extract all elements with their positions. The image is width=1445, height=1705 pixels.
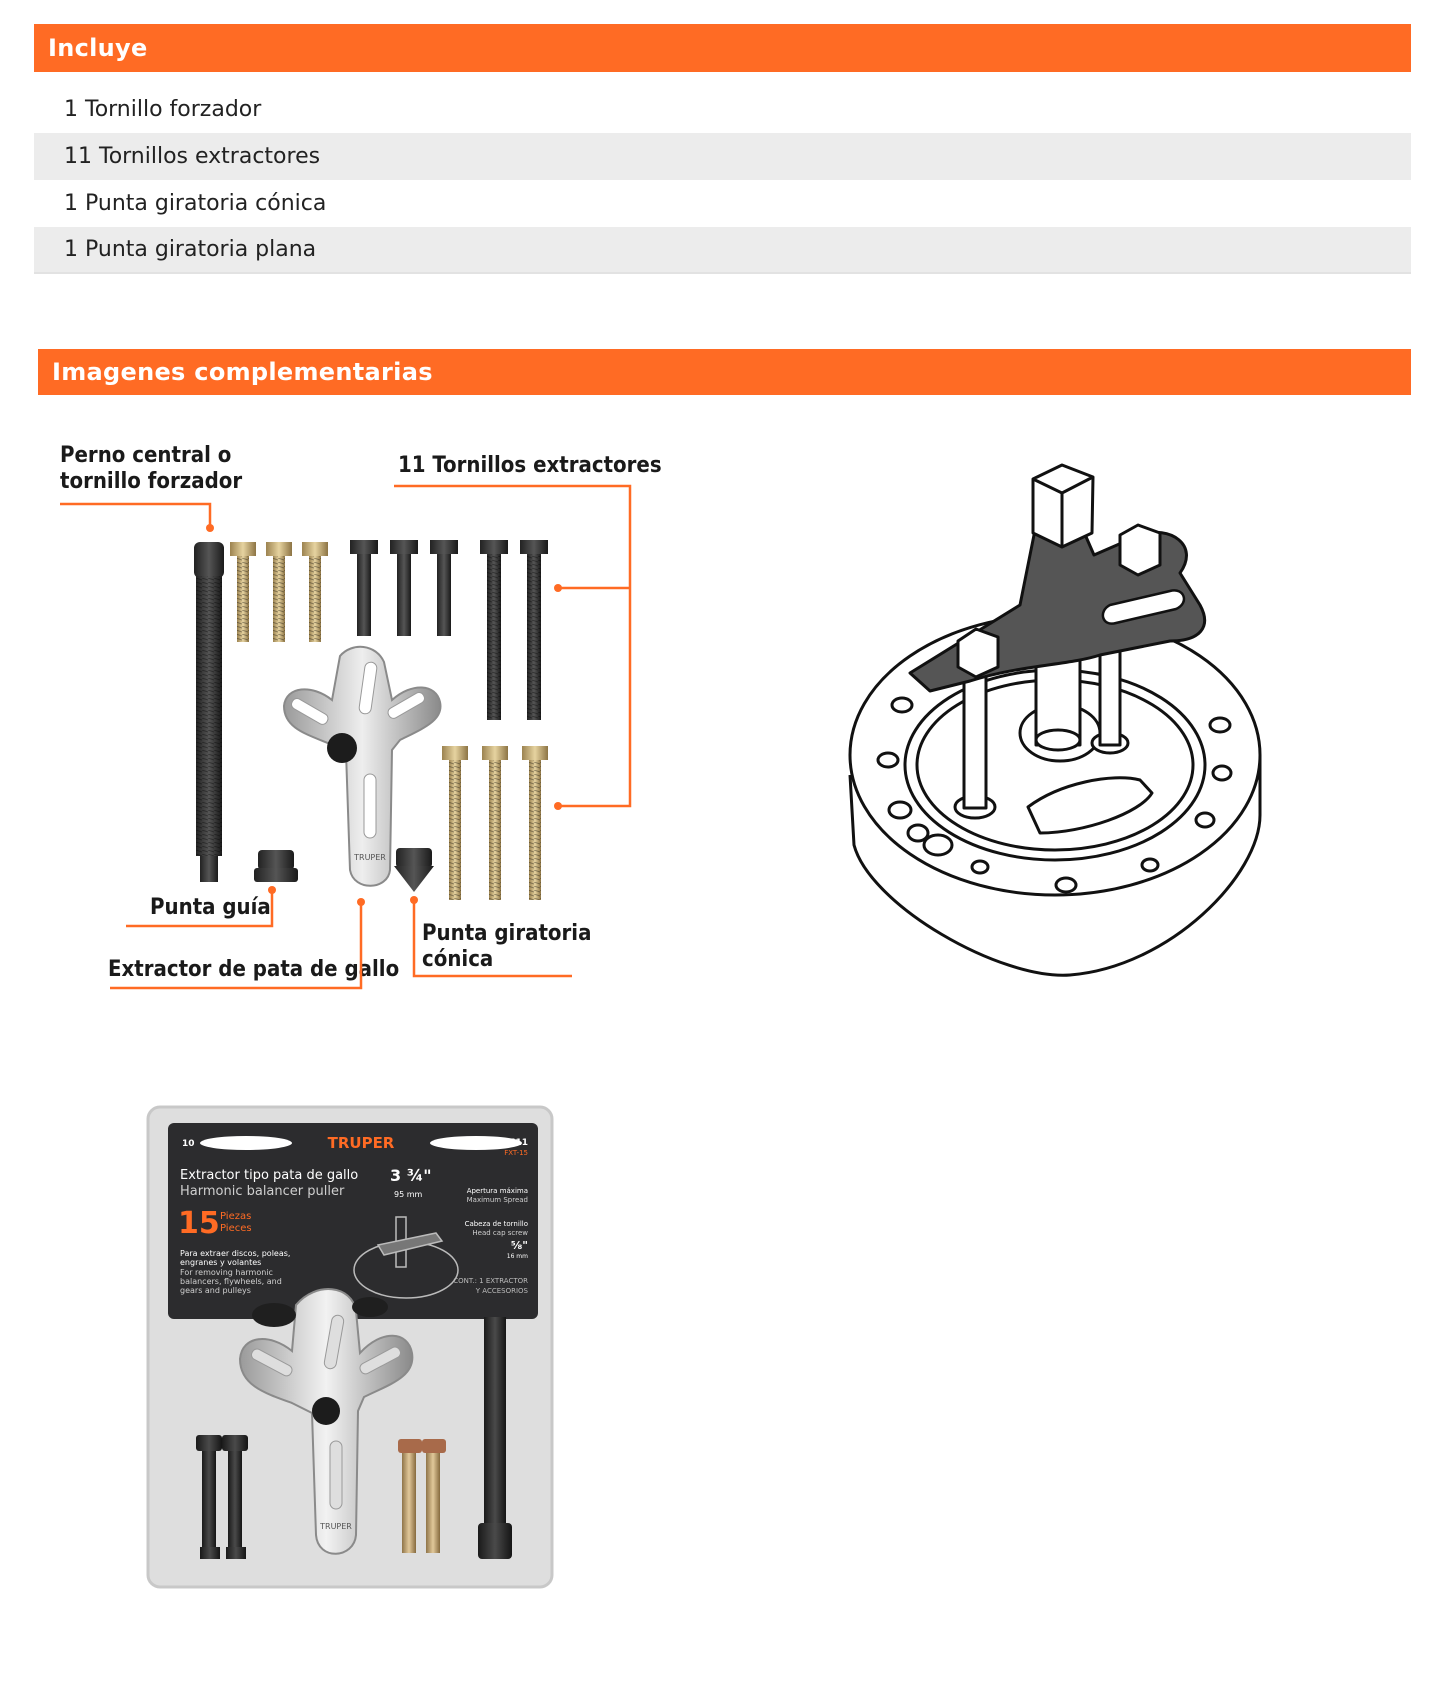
leader-dot — [357, 898, 365, 906]
package-head-es: Cabeza de tornillo — [464, 1220, 528, 1228]
list-item-text: 1 Punta giratoria plana — [64, 237, 317, 262]
label-conical-1: Punta giratoria — [422, 921, 592, 946]
leader-dot — [268, 886, 276, 894]
package-head-size: ⅝" — [510, 1239, 528, 1252]
package-desc-en-3: gears and pulleys — [180, 1286, 251, 1295]
package-pieces-es: Piezas — [220, 1211, 252, 1222]
complementary-header — [38, 349, 1411, 395]
package-contents-1: CONT.: 1 EXTRACTOR — [453, 1277, 528, 1285]
package-corner-number: 10 — [182, 1139, 195, 1149]
guide-tip — [254, 850, 298, 882]
list-item — [34, 86, 1411, 133]
package-pieces-count: 15 — [178, 1206, 220, 1241]
leader-screws — [394, 486, 630, 806]
package-size: 3 ¾" — [390, 1166, 432, 1185]
label-center-bolt-2: tornillo forzador — [60, 469, 243, 494]
package-brand: TRUPER — [327, 1134, 395, 1152]
label-center-bolt-1: Perno central o — [60, 443, 232, 468]
package-head-en: Head cap screw — [472, 1229, 528, 1237]
leader-center-bolt — [60, 504, 210, 528]
package-desc-es-1: Para extraer discos, poleas, — [180, 1249, 291, 1258]
package-code: 14511 — [496, 1138, 528, 1148]
package-desc-en-1: For removing harmonic — [180, 1268, 273, 1277]
package-desc-es-2: engranes y volantes — [180, 1258, 262, 1267]
package-spread-es: Apertura máxima — [466, 1187, 528, 1195]
package-size-mm: 95 mm — [394, 1190, 423, 1199]
package-spread-en: Maximum Spread — [466, 1196, 528, 1204]
hang-slot — [200, 1136, 292, 1150]
includes-list — [34, 86, 1411, 274]
package-title-en: Harmonic balancer puller — [180, 1184, 345, 1199]
list-item-text: 1 Punta giratoria cónica — [64, 191, 327, 216]
extractor-screws-bottom — [442, 746, 548, 900]
list-item-text: 1 Tornillo forzador — [64, 97, 262, 122]
list-item — [34, 133, 1411, 180]
usage-illustration — [840, 455, 1280, 980]
package-model: FXT-15 — [504, 1149, 528, 1157]
package-contents-2: Y ACCESORIOS — [475, 1287, 528, 1295]
includes-header — [34, 24, 1411, 72]
label-puller: Extractor de pata de gallo — [108, 957, 400, 982]
leader-dot — [554, 802, 562, 810]
center-bolt — [194, 542, 224, 882]
package-puller-mark: TRUPER — [320, 1522, 352, 1531]
label-guide-tip: Punta guía — [150, 895, 271, 920]
package-title-es: Extractor tipo pata de gallo — [180, 1168, 359, 1183]
label-conical-2: cónica — [422, 947, 494, 972]
leader-dot — [554, 584, 562, 592]
conical-tip — [394, 848, 434, 892]
leader-dot — [410, 896, 418, 904]
complementary-title: Imagenes complementarias — [52, 358, 433, 386]
package-head-mm: 16 mm — [506, 1253, 528, 1260]
package-desc-en-2: balancers, flywheels, and — [180, 1277, 282, 1286]
package-photo — [146, 1105, 556, 1590]
includes-title: Incluye — [48, 34, 148, 62]
puller-brand-mark: TRUPER — [354, 853, 386, 862]
list-item — [34, 180, 1411, 227]
list-item — [34, 227, 1411, 274]
leader-dot — [206, 524, 214, 532]
list-item-text: 11 Tornillos extractores — [64, 144, 321, 169]
label-extractor-screws: 11 Tornillos extractores — [398, 453, 662, 478]
package-pieces-en: Pieces — [220, 1223, 252, 1234]
parts-diagram — [40, 430, 680, 1000]
